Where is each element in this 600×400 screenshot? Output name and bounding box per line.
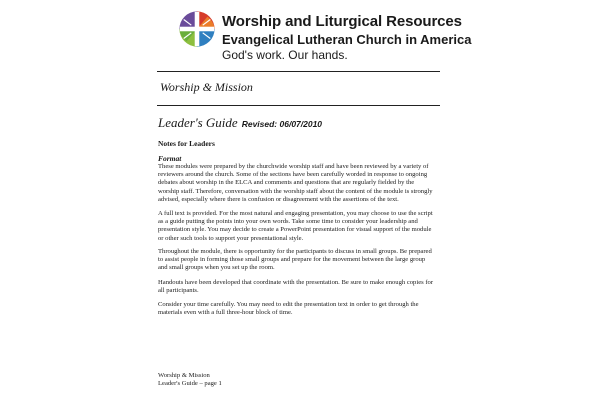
page-footer xyxy=(158,372,222,389)
bottom-divider xyxy=(157,105,440,106)
guide-heading xyxy=(158,115,322,132)
elca-cross-logo-icon xyxy=(178,10,216,48)
paragraph-line: all participants. xyxy=(158,287,199,295)
paragraph-line: advised, especially where there is confusion or disagreement with the assertions of the text. xyxy=(158,195,399,203)
paragraph-line: debates about worship in the ELCA and comments and questions that are regularly fielded by the xyxy=(158,179,415,187)
paragraph-line: Handouts have been developed that coordinate with the presentation. Be sure to make enough copies for xyxy=(158,279,434,286)
notes-heading: Notes for Leaders xyxy=(158,139,215,148)
paragraph xyxy=(158,210,448,243)
format-heading: Format xyxy=(158,154,182,163)
guide-title: Leader's Guide xyxy=(158,115,238,130)
top-divider xyxy=(157,71,440,72)
paragraph xyxy=(158,301,448,317)
paragraph-line: or other such tools to support your presentational style. xyxy=(158,234,304,242)
footer-title: Worship & Mission xyxy=(158,372,210,379)
paragraph-line: reviewers around the church. Some of the sections have been carefully worded in response to ongoing xyxy=(158,171,428,179)
paragraph-line: materials even with a full three-hour block of time. xyxy=(158,309,293,317)
brand-title: Worship and Liturgical Resources xyxy=(222,13,462,30)
paragraph-line: These modules were prepared by the churchwide worship staff and have been reviewed by a variety of xyxy=(158,163,429,170)
paragraph-line: Throughout the module, there is opportunity for the participants to discuss in small groups. Be prepared xyxy=(158,248,432,255)
paragraph-line: presentation style. You may decide to create a PowerPoint presentation for visual support of the module xyxy=(158,226,432,234)
footer-page-number: Leader's Guide – page 1 xyxy=(158,380,222,388)
paragraph xyxy=(158,248,448,273)
guide-revised-date: Revised: 06/07/2010 xyxy=(241,119,323,129)
paragraph-line: and small groups when you set up the room. xyxy=(158,264,275,272)
brand-tagline: God's work. Our hands. xyxy=(222,48,348,62)
paragraph-line: as a guide putting the points into your own words. Take some time to consider your leadership and xyxy=(158,218,418,226)
paragraph-line: worship staff. Therefore, conversation with the worship staff about the content of the module is strongly xyxy=(158,187,433,195)
paragraph xyxy=(158,163,448,204)
paragraph xyxy=(158,279,448,295)
paragraph-line: A full text is provided. For the most natural and engaging presentation, you may choose to use the script xyxy=(158,210,433,217)
section-title: Worship & Mission xyxy=(160,80,253,94)
brand-block xyxy=(222,13,471,62)
brand-organization: Evangelical Lutheran Church in America xyxy=(222,32,472,47)
paragraph-line: to assist people in forming those small groups and prepare for the movement between the large group xyxy=(158,256,426,264)
paragraph-line: Consider your time carefully. You may need to edit the presentation text in order to get through the xyxy=(158,301,419,308)
